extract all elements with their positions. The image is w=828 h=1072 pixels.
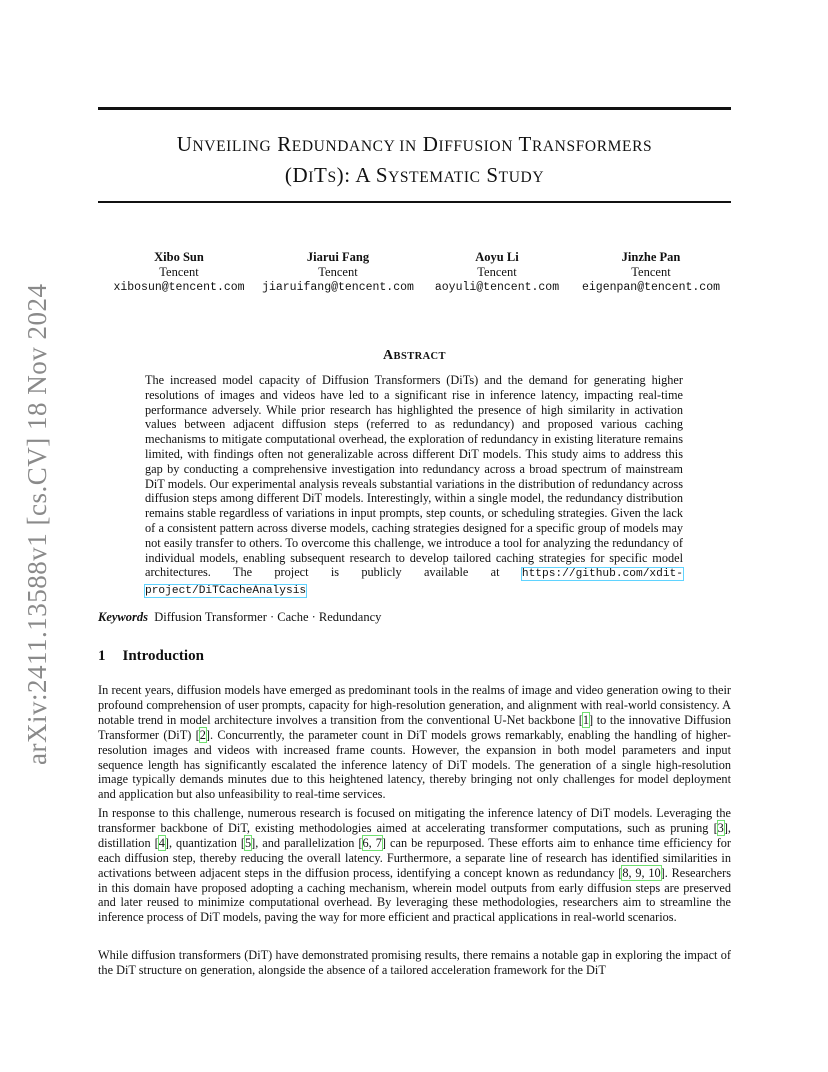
- author-affiliation: Tencent: [318, 265, 358, 279]
- abstract-text: The increased model capacity of Diffusion Transformers (DiTs) and the demand for generating higher resolutions of images and videos have led to a significant rise in inference latency, impacting real-time performance adversely. While prior research has highlighted the presence of high similarity in activation values between adjacent diffusion steps (referred to as redundancy) and proposed various caching mechanisms to mitigate computational overhead, the exploration of redundancy in existing literature remains limited, with findings often not generalizable across different DiT models. This study aims to address this gap by conducting a comprehensive investigation into redundancy across a broad spectrum of mainstream DiT models. Our experimental analysis reveals substantial variations in the distribution of redundancy across diffusion steps among different DiT models. Interestingly, within a single model, the redundancy distribution remains stable regardless of variations in input prompts, step counts, or scheduling strategies. Given the lack of a consistent pattern across diverse models, caching strategies designed for a specific group of models may not easily transfer to others. To overcome this challenge, we introduce a tool for analyzing the redundancy of individual models, enabling subsequent research to develop tailored caching strategies for specific model architectures. The project is publicly available at: [145, 373, 683, 580]
- author-affiliation: Tencent: [477, 265, 517, 279]
- title-bottom-rule: [98, 201, 731, 203]
- author-block: [430, 250, 564, 295]
- author-block: [578, 250, 724, 295]
- section-number: 1: [98, 648, 106, 664]
- author-name: Xibo Sun: [154, 250, 204, 264]
- citation-link[interactable]: 2: [199, 727, 206, 742]
- keywords-line: [98, 610, 381, 625]
- author-list: [98, 250, 731, 300]
- author-email[interactable]: eigenpan@tencent.com: [581, 281, 721, 294]
- keywords-value: Diffusion Transformer · Cache · Redundancy: [154, 610, 382, 624]
- abstract-body: [145, 373, 683, 599]
- keywords-label: Keywords: [98, 610, 148, 624]
- author-block: [108, 250, 250, 295]
- citation-link[interactable]: 1: [582, 712, 589, 727]
- author-name: Aoyu Li: [475, 250, 519, 264]
- author-name: Jiarui Fang: [306, 250, 370, 264]
- citation-link[interactable]: 6, 7: [362, 835, 382, 850]
- author-email[interactable]: xibosun@tencent.com: [113, 281, 245, 294]
- citation-link[interactable]: 8, 9, 10: [622, 865, 661, 880]
- author-block: [260, 250, 416, 295]
- title-line-1: UNVEILING REDUNDANCY IN DIFFUSION TRANSFORMERS: [176, 132, 653, 156]
- abstract-heading: ABSTRACT: [383, 348, 446, 363]
- author-email[interactable]: jiaruifang@tencent.com: [262, 281, 414, 294]
- intro-paragraph-2: In response to this challenge, numerous research is focused on mitigating the inference latency of DiT models. Leveraging the transformer backbone of DiT, existing methodologies aimed at accelerating transformer computations, such as pruning [3], distillation [4], quantization [5], and parallelization [6, 7] can be repurposed. These efforts aim to enhance time efficiency for each diffusion step, thereby reducing the overall latency. Furthermore, a separate line of research has identified similarities in activations between adjacent steps in the diffusion process, identifying a concept known as redundancy [8, 9, 10]. Researchers in this domain have proposed adopting a caching mechanism, wherein model outputs from early diffusion steps are preserved and later reused to minimize computational overhead. By leveraging these methodologies, researchers aim to streamline the inference process of DiT models, paving the way for more efficient and practical applications in real-world scenarios.: [98, 806, 731, 925]
- section-title: Introduction: [122, 648, 204, 664]
- author-email[interactable]: aoyuli@tencent.com: [434, 281, 560, 294]
- citation-link[interactable]: 4: [158, 835, 165, 850]
- section-heading: [98, 648, 204, 665]
- intro-paragraph-3: While diffusion transformers (DiT) have demonstrated promising results, there remains a notable gap in exploring the impact of the DiT structure on generation, alongside the absence of a tailored acceleration framework for the DiT: [98, 948, 731, 977]
- citation-link[interactable]: 5: [244, 835, 252, 850]
- paper-title: [98, 130, 731, 192]
- title-top-rule: [98, 107, 731, 110]
- intro-paragraph-1: In recent years, diffusion models have emerged as predominant tools in the realms of image and video generation owing to their profound comprehension of user prompts, capacity for high-resolution generation, and alignment with real-world consistency. A notable trend in model architecture involves a transition from the conventional U-Net backbone [1] to the innovative Diffusion Transformer (DiT) [2]. Concurrently, the parameter count in DiT models grows remarkably, enabling the handling of higher-resolution images and videos with increased frame counts. However, the expansion in both model parameters and input sequence length has significantly escalated the inference latency of DiT models. The generation of a single high-resolution image typically demands minutes due to this heightened latency, thereby bringing not only challenges for model deployment and application but also unfeasibility to real-time services.: [98, 683, 732, 802]
- project-link[interactable]: https://github.com/xdit-project/DiTCacheAnalysis: [145, 568, 683, 598]
- author-affiliation: Tencent: [631, 265, 671, 279]
- author-affiliation: Tencent: [159, 265, 199, 279]
- title-line-2: (DITS): A SYSTEMATIC STUDY: [284, 163, 545, 187]
- citation-link[interactable]: 3: [717, 820, 724, 835]
- arxiv-identifier: arXiv:2411.13588v1 [cs.CV] 18 Nov 2024: [22, 283, 52, 765]
- author-name: Jinzhe Pan: [621, 250, 681, 264]
